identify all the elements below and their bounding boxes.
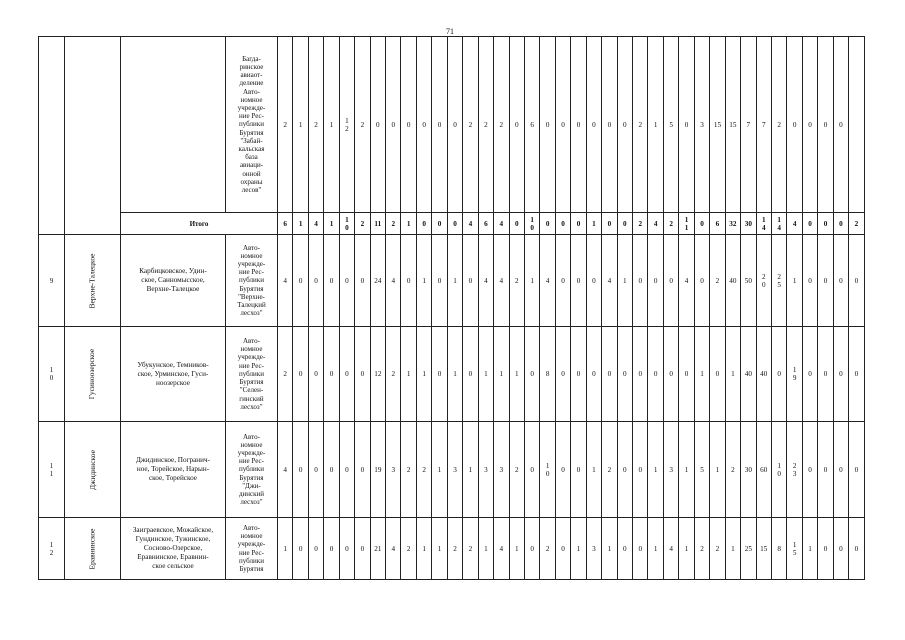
cell-value: 0 [617, 422, 632, 518]
cell-value: 0 [571, 235, 586, 327]
cell-value: 4 [494, 518, 509, 580]
areas-cell [120, 37, 225, 213]
cell-value: 1 [802, 518, 817, 580]
cell-value: 0 [355, 327, 370, 422]
cell-value: 4 [679, 235, 694, 327]
cell-value: 21 [370, 518, 385, 580]
cell-value: 0 [787, 37, 802, 213]
cell-value: 1 [725, 518, 740, 580]
cell-value: 0 [586, 327, 601, 422]
cell-value: 0 [540, 37, 555, 213]
cell-value: 0 [355, 518, 370, 580]
row-number-cell [39, 37, 65, 213]
forestry-name-text: Джидинское [87, 449, 97, 490]
cell-value: 2 [710, 235, 725, 327]
cell-value: 4 [663, 518, 678, 580]
table-row [39, 518, 865, 580]
cell-value: 1 [416, 327, 431, 422]
cell-value: 2 [355, 37, 370, 213]
organization-name: Авто- номное учрежде- ние Рес- публики Бурятия "Верхне- Талецкий лесхоз" [225, 235, 277, 327]
cell-value: 0 [833, 37, 848, 213]
total-value: 4 [787, 213, 802, 235]
cell-value: 1 [586, 422, 601, 518]
total-value: 2 [663, 213, 678, 235]
forestry-name [65, 235, 121, 327]
cell-value: 2 [478, 37, 493, 213]
cell-value: 2 [602, 422, 617, 518]
forestry-name [65, 422, 121, 518]
cell-value: 1 [416, 518, 431, 580]
cell-value: 1 0 [771, 422, 786, 518]
cell-value: 0 [617, 327, 632, 422]
cell-value: 2 [416, 422, 431, 518]
total-value: 4 [494, 213, 509, 235]
cell-value: 0 [339, 422, 354, 518]
table-row [39, 327, 865, 422]
cell-value: 0 [339, 518, 354, 580]
forestry-name-text: Еравнинское [87, 527, 97, 570]
cell-value: 0 [679, 37, 694, 213]
cell-value: 2 [694, 518, 709, 580]
row-number: 9 [39, 235, 65, 327]
cell-value: 1 [710, 422, 725, 518]
cell-value: 1 [648, 422, 663, 518]
total-value: 0 [447, 213, 462, 235]
cell-value: 24 [370, 235, 385, 327]
cell-value: 0 [401, 235, 416, 327]
areas-list: Карбицковское, Удин- ское, Санномысское, Верхне-Талецкое [120, 235, 225, 327]
cell-value: 1 [787, 235, 802, 327]
total-value: 2 [849, 213, 864, 235]
cell-value: 0 [818, 422, 833, 518]
cell-value: 1 [416, 235, 431, 327]
row-number-cell [39, 213, 65, 235]
total-value: 32 [725, 213, 740, 235]
cell-value: 2 0 [756, 235, 771, 327]
cell-value: 2 [725, 422, 740, 518]
cell-value: 1 [617, 235, 632, 327]
table-row [39, 37, 865, 213]
total-value: 2 [386, 213, 401, 235]
cell-value: 0 [586, 235, 601, 327]
cell-value: 2 [447, 518, 462, 580]
cell-value: 0 [324, 327, 339, 422]
cell-value: 15 [710, 37, 725, 213]
cell-value: 1 [277, 518, 292, 580]
cell-value: 0 [555, 37, 570, 213]
total-value: 1 0 [339, 213, 354, 235]
cell-value: 3 [663, 422, 678, 518]
cell-value: 4 [540, 235, 555, 327]
cell-value: 0 [293, 518, 308, 580]
cell-value: 1 2 [339, 37, 354, 213]
total-value: 11 [370, 213, 385, 235]
cell-value: 1 [463, 422, 478, 518]
cell-value: 0 [308, 327, 323, 422]
cell-value: 0 [818, 518, 833, 580]
cell-value: 0 [524, 422, 539, 518]
cell-value: 3 [494, 422, 509, 518]
cell-value: 2 3 [787, 422, 802, 518]
row-number: 1 1 [39, 422, 65, 518]
cell-value: 0 [617, 37, 632, 213]
cell-value: 0 [524, 518, 539, 580]
cell-value: 8 [540, 327, 555, 422]
cell-value: 0 [447, 37, 462, 213]
cell-value: 0 [648, 235, 663, 327]
cell-value: 2 [308, 37, 323, 213]
total-value: 4 [648, 213, 663, 235]
cell-value: 3 [694, 37, 709, 213]
cell-value: 2 [386, 327, 401, 422]
cell-value: 0 [324, 235, 339, 327]
areas-list: Убукунское, Темников- ское, Урминское, Гуси- ноозерское [120, 327, 225, 422]
total-value: 1 0 [524, 213, 539, 235]
cell-value: 5 [663, 37, 678, 213]
cell-value: 0 [324, 422, 339, 518]
cell-value: 2 [277, 327, 292, 422]
cell-value: 1 [725, 327, 740, 422]
cell-value: 0 [586, 37, 601, 213]
cell-value: 0 [524, 327, 539, 422]
cell-value: 7 [756, 37, 771, 213]
cell-value: 0 [694, 235, 709, 327]
cell-value: 4 [277, 235, 292, 327]
cell-value: 0 [833, 235, 848, 327]
forestry-name [65, 327, 121, 422]
cell-value: 0 [663, 327, 678, 422]
cell-value: 19 [370, 422, 385, 518]
forestry-name-text: Верхне-Талецкое [87, 253, 97, 308]
cell-value: 4 [602, 235, 617, 327]
page-number: 71 [446, 27, 454, 36]
cell-value: 0 [293, 235, 308, 327]
areas-list: Джидинское, Погранич- ное, Торейское, Нарын- ское, Торейское [120, 422, 225, 518]
cell-value: 0 [571, 422, 586, 518]
cell-value: 0 [849, 518, 864, 580]
cell-value: 15 [756, 518, 771, 580]
cell-value: 0 [802, 235, 817, 327]
cell-value: 40 [741, 327, 756, 422]
cell-value: 2 [463, 37, 478, 213]
cell-value: 2 [540, 518, 555, 580]
total-value: 0 [509, 213, 524, 235]
total-value: 0 [571, 213, 586, 235]
cell-value: 1 [694, 327, 709, 422]
cell-value: 0 [293, 422, 308, 518]
cell-value: 0 [833, 518, 848, 580]
total-value: 0 [555, 213, 570, 235]
cell-value: 0 [849, 327, 864, 422]
cell-value: 0 [571, 37, 586, 213]
cell-value: 0 [308, 235, 323, 327]
total-value: 4 [463, 213, 478, 235]
cell-value: 1 [602, 518, 617, 580]
total-value: 0 [833, 213, 848, 235]
forestry-name [65, 518, 121, 580]
cell-value: 0 [355, 422, 370, 518]
cell-value: 3 [478, 422, 493, 518]
cell-value: 0 [818, 37, 833, 213]
cell-value: 1 [447, 235, 462, 327]
total-value: 4 [308, 213, 323, 235]
cell-value: 1 [293, 37, 308, 213]
cell-value: 1 [432, 518, 447, 580]
forestry-name-text: Гусиноозерское [87, 348, 97, 400]
cell-value: 0 [293, 327, 308, 422]
cell-value: 1 [571, 518, 586, 580]
cell-value: 2 [463, 518, 478, 580]
cell-value: 0 [833, 327, 848, 422]
cell-value: 1 [509, 327, 524, 422]
forestry-table [38, 36, 865, 580]
total-value: 0 [617, 213, 632, 235]
organization-name: Авто- номное учрежде- ние Рес- публики Бурятия "Селен- гинский лесхоз" [225, 327, 277, 422]
cell-value: 0 [416, 37, 431, 213]
cell-value: 0 [509, 37, 524, 213]
cell-value: 0 [771, 327, 786, 422]
cell-value: 0 [849, 235, 864, 327]
organization-name: Авто- номное учрежде- ние Рес- публики Бурятия "Джи- динский лесхоз" [225, 422, 277, 518]
total-value: 0 [802, 213, 817, 235]
cell-value: 1 5 [787, 518, 802, 580]
cell-value: 0 [370, 37, 385, 213]
forestry-cell [65, 213, 121, 235]
cell-value: 3 [586, 518, 601, 580]
cell-value: 2 [509, 235, 524, 327]
cell-value: 8 [771, 518, 786, 580]
cell-value: 40 [725, 235, 740, 327]
cell-value: 0 [432, 37, 447, 213]
total-value: 0 [602, 213, 617, 235]
total-row [39, 213, 865, 235]
areas-list: Заиграевское, Можайское, Гундинское, Тужинское, Сосново-Озерское, Еравнинское, Еравнин- ское сельское [120, 518, 225, 580]
cell-value: 0 [602, 327, 617, 422]
cell-value: 0 [571, 327, 586, 422]
total-value: 2 [355, 213, 370, 235]
cell-value: 0 [833, 422, 848, 518]
total-value: 1 [401, 213, 416, 235]
cell-value: 2 [771, 37, 786, 213]
cell-value: 0 [308, 518, 323, 580]
cell-value: 0 [633, 327, 648, 422]
cell-value: 6 [524, 37, 539, 213]
cell-value: 5 [694, 422, 709, 518]
cell-value: 0 [802, 37, 817, 213]
cell-value: 0 [463, 235, 478, 327]
total-value: 1 [293, 213, 308, 235]
cell-value: 0 [617, 518, 632, 580]
total-value: 0 [416, 213, 431, 235]
cell-value: 2 [401, 422, 416, 518]
cell-value: 15 [725, 37, 740, 213]
cell-value: 0 [401, 37, 416, 213]
cell-value: 4 [494, 235, 509, 327]
cell-value: 0 [555, 518, 570, 580]
total-value: 1 1 [679, 213, 694, 235]
cell-value: 2 [494, 37, 509, 213]
cell-value: 0 [818, 235, 833, 327]
total-value: 1 [324, 213, 339, 235]
total-value: 1 4 [756, 213, 771, 235]
cell-value: 1 [494, 327, 509, 422]
total-value: 6 [710, 213, 725, 235]
cell-value: 1 [324, 37, 339, 213]
cell-value: 2 5 [771, 235, 786, 327]
total-value: 6 [478, 213, 493, 235]
cell-value: 1 [648, 518, 663, 580]
cell-value: 1 [401, 327, 416, 422]
cell-value: 30 [741, 422, 756, 518]
total-value: 30 [741, 213, 756, 235]
cell-value: 2 [509, 422, 524, 518]
cell-value: 0 [339, 327, 354, 422]
cell-value: 0 [648, 327, 663, 422]
cell-value: 3 [386, 422, 401, 518]
cell-value: 2 [277, 37, 292, 213]
cell-value: 60 [756, 422, 771, 518]
cell-value: 0 [355, 235, 370, 327]
cell-value: 7 [741, 37, 756, 213]
cell-value: 2 [710, 518, 725, 580]
total-value: 1 [586, 213, 601, 235]
organization-name: Авто- номное учрежде- ние Рес- публики Бурятия [225, 518, 277, 580]
cell-value: 0 [679, 327, 694, 422]
total-value: 0 [432, 213, 447, 235]
cell-value: 1 [432, 422, 447, 518]
cell-value: 1 [478, 327, 493, 422]
cell-value: 1 [648, 37, 663, 213]
total-value: 2 [633, 213, 648, 235]
forestry-cell [65, 37, 121, 213]
total-label: Итого [120, 213, 277, 235]
cell-value: 4 [478, 235, 493, 327]
cell-value: 4 [277, 422, 292, 518]
table-row [39, 235, 865, 327]
cell-value: 0 [339, 235, 354, 327]
total-value: 0 [694, 213, 709, 235]
cell-value: 0 [432, 327, 447, 422]
cell-value: 0 [633, 518, 648, 580]
table-row [39, 422, 865, 518]
cell-value: 0 [802, 422, 817, 518]
cell-value: 0 [386, 37, 401, 213]
total-value: 6 [277, 213, 292, 235]
cell-value [849, 37, 864, 213]
cell-value: 25 [741, 518, 756, 580]
organization-cell: Багда- ринское авиаот- деление Авто- номное учрежде- ние Рес- публики Бурятия "Забай- кальская база авиаци- онной охраны лесов" [225, 37, 277, 213]
cell-value: 1 [447, 327, 462, 422]
cell-value: 4 [386, 518, 401, 580]
cell-value: 1 [679, 518, 694, 580]
cell-value: 0 [710, 327, 725, 422]
cell-value: 0 [849, 422, 864, 518]
cell-value: 1 [524, 235, 539, 327]
cell-value: 1 0 [540, 422, 555, 518]
cell-value: 4 [386, 235, 401, 327]
cell-value: 12 [370, 327, 385, 422]
cell-value: 0 [818, 327, 833, 422]
cell-value: 0 [324, 518, 339, 580]
cell-value: 0 [555, 422, 570, 518]
cell-value: 0 [663, 235, 678, 327]
cell-value: 2 [633, 37, 648, 213]
cell-value: 1 [679, 422, 694, 518]
cell-value: 1 [509, 518, 524, 580]
row-number: 1 0 [39, 327, 65, 422]
cell-value: 0 [555, 235, 570, 327]
cell-value: 0 [602, 37, 617, 213]
cell-value: 1 [478, 518, 493, 580]
cell-value: 0 [308, 422, 323, 518]
cell-value: 50 [741, 235, 756, 327]
cell-value: 0 [555, 327, 570, 422]
total-value: 0 [818, 213, 833, 235]
cell-value: 0 [432, 235, 447, 327]
cell-value: 0 [463, 327, 478, 422]
cell-value: 3 [447, 422, 462, 518]
cell-value: 0 [802, 327, 817, 422]
cell-value: 40 [756, 327, 771, 422]
total-value: 0 [540, 213, 555, 235]
cell-value: 1 9 [787, 327, 802, 422]
cell-value: 2 [401, 518, 416, 580]
cell-value: 0 [633, 422, 648, 518]
total-value: 1 4 [771, 213, 786, 235]
cell-value: 0 [633, 235, 648, 327]
row-number: 1 2 [39, 518, 65, 580]
